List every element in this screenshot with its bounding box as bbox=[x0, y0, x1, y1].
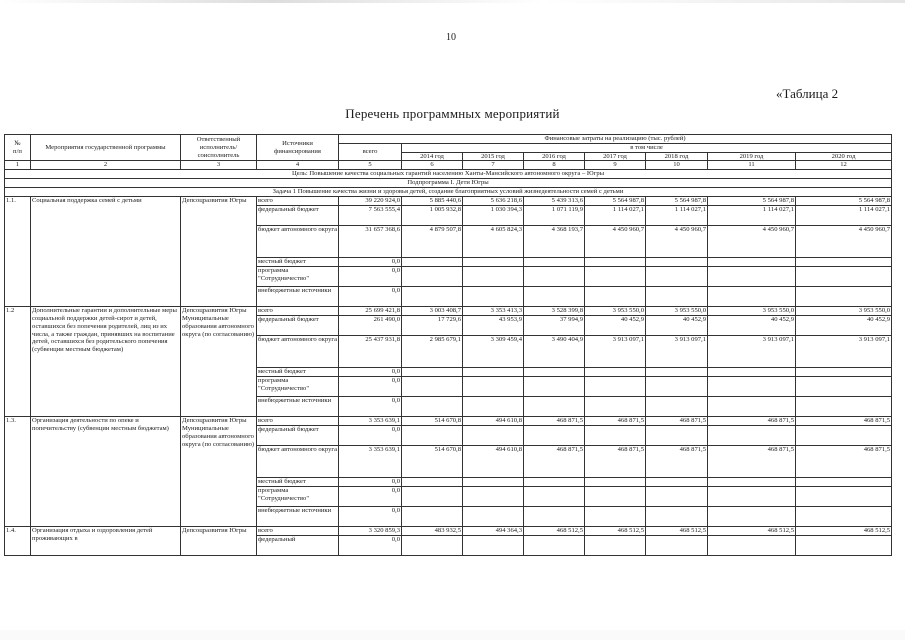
year-amount: 5 564 987,8 bbox=[796, 197, 892, 206]
year-amount: 468 871,5 bbox=[524, 417, 585, 426]
year-amount bbox=[402, 507, 463, 527]
funding-source: всего bbox=[257, 417, 339, 426]
funding-source: всего bbox=[257, 197, 339, 206]
total-amount: 39 220 924,0 bbox=[339, 197, 402, 206]
funding-source: внебюджетные источники bbox=[257, 397, 339, 417]
year-amount: 1 114 027,1 bbox=[646, 206, 708, 226]
funding-source: местный бюджет bbox=[257, 258, 339, 267]
funding-source: всего bbox=[257, 307, 339, 316]
year-amount bbox=[585, 258, 646, 267]
year-amount: 3 913 097,1 bbox=[646, 336, 708, 368]
table-label: «Таблица 2 bbox=[776, 86, 839, 101]
year-amount bbox=[524, 426, 585, 446]
year-amount bbox=[402, 426, 463, 446]
year-amount: 4 450 960,7 bbox=[796, 226, 892, 258]
year-amount bbox=[402, 536, 463, 556]
header-event: Мероприятия государственной программы bbox=[31, 135, 181, 161]
year-amount: 468 871,5 bbox=[524, 446, 585, 478]
total-amount: 0,0 bbox=[339, 258, 402, 267]
column-number: 1 bbox=[5, 161, 31, 170]
year-amount bbox=[646, 478, 708, 487]
header-year: 2018 год bbox=[646, 152, 708, 161]
year-amount bbox=[524, 258, 585, 267]
year-amount bbox=[463, 368, 524, 377]
scan-top-edge bbox=[0, 0, 905, 3]
year-amount bbox=[708, 536, 796, 556]
item-responsible: Депсоцразвития Югры bbox=[181, 527, 257, 556]
year-amount: 468 512,5 bbox=[585, 527, 646, 536]
year-amount: 468 512,5 bbox=[796, 527, 892, 536]
year-amount: 468 871,5 bbox=[796, 446, 892, 478]
year-amount: 468 871,5 bbox=[708, 417, 796, 426]
year-amount bbox=[585, 397, 646, 417]
year-amount bbox=[463, 397, 524, 417]
funding-source: бюджет автономного округа bbox=[257, 226, 339, 258]
year-amount bbox=[463, 536, 524, 556]
total-amount: 0,0 bbox=[339, 478, 402, 487]
total-amount: 0,0 bbox=[339, 426, 402, 446]
year-amount bbox=[796, 368, 892, 377]
funding-source: федеральный бюджет bbox=[257, 206, 339, 226]
year-amount: 1 114 027,1 bbox=[585, 206, 646, 226]
year-amount bbox=[585, 536, 646, 556]
scan-bottom-edge bbox=[0, 630, 905, 640]
total-amount: 25 437 931,8 bbox=[339, 336, 402, 368]
year-amount bbox=[646, 287, 708, 307]
item-number: 1.4. bbox=[5, 527, 31, 556]
year-amount bbox=[646, 536, 708, 556]
year-amount: 40 452,9 bbox=[796, 316, 892, 336]
year-amount: 1 030 394,3 bbox=[463, 206, 524, 226]
year-amount: 514 670,8 bbox=[402, 417, 463, 426]
year-amount: 40 452,9 bbox=[646, 316, 708, 336]
year-amount: 43 953,9 bbox=[463, 316, 524, 336]
total-amount: 0,0 bbox=[339, 397, 402, 417]
total-amount: 7 563 555,4 bbox=[339, 206, 402, 226]
year-amount bbox=[708, 258, 796, 267]
column-number: 12 bbox=[796, 161, 892, 170]
header-year: 2017 год bbox=[585, 152, 646, 161]
year-amount: 3 913 097,1 bbox=[708, 336, 796, 368]
year-amount: 1 071 119,9 bbox=[524, 206, 585, 226]
year-amount bbox=[524, 536, 585, 556]
header-responsible: Ответственный исполнитель/ соисполнитель bbox=[181, 135, 257, 161]
year-amount: 5 636 218,6 bbox=[463, 197, 524, 206]
header-number: № п/п bbox=[5, 135, 31, 161]
total-amount: 0,0 bbox=[339, 287, 402, 307]
item-responsible: Депсоцразвития Югры Муниципальные образования автономного округа (по согласованию) bbox=[181, 417, 257, 527]
year-amount: 2 985 679,1 bbox=[402, 336, 463, 368]
year-amount: 4 450 960,7 bbox=[646, 226, 708, 258]
year-amount bbox=[796, 487, 892, 507]
year-amount bbox=[646, 377, 708, 397]
funding-source: бюджет автономного округа bbox=[257, 336, 339, 368]
year-amount bbox=[524, 267, 585, 287]
year-amount bbox=[708, 287, 796, 307]
year-amount: 37 994,9 bbox=[524, 316, 585, 336]
year-amount bbox=[402, 368, 463, 377]
year-amount: 468 871,5 bbox=[796, 417, 892, 426]
column-number: 6 bbox=[402, 161, 463, 170]
year-amount bbox=[708, 377, 796, 397]
year-amount bbox=[708, 267, 796, 287]
year-amount bbox=[585, 267, 646, 287]
year-amount: 5 564 987,8 bbox=[646, 197, 708, 206]
year-amount: 3 490 404,9 bbox=[524, 336, 585, 368]
year-amount bbox=[708, 426, 796, 446]
task-row: Задача 1 Повышение качества жизни и здоровья детей, создание благоприятных условий жизнедеятельности семей с детьми bbox=[5, 188, 892, 197]
year-amount bbox=[585, 507, 646, 527]
year-amount bbox=[402, 487, 463, 507]
year-amount bbox=[708, 478, 796, 487]
year-amount: 4 450 960,7 bbox=[708, 226, 796, 258]
year-amount: 494 364,3 bbox=[463, 527, 524, 536]
year-amount bbox=[524, 487, 585, 507]
column-number: 7 bbox=[463, 161, 524, 170]
year-amount bbox=[585, 478, 646, 487]
total-amount: 25 699 421,8 bbox=[339, 307, 402, 316]
document-title: Перечень программных мероприятий bbox=[345, 106, 560, 121]
funding-source: федеральный бюджет bbox=[257, 316, 339, 336]
year-amount: 468 512,5 bbox=[708, 527, 796, 536]
column-number: 2 bbox=[31, 161, 181, 170]
table-row bbox=[5, 197, 892, 206]
funding-source: внебюджетные источники bbox=[257, 507, 339, 527]
year-amount bbox=[463, 287, 524, 307]
item-responsible: Депсоцразвития Югры Муниципальные образования автономного округа (по согласованию) bbox=[181, 307, 257, 417]
total-amount: 3 320 859,3 bbox=[339, 527, 402, 536]
year-amount bbox=[402, 377, 463, 397]
year-amount bbox=[463, 377, 524, 397]
column-number: 3 bbox=[181, 161, 257, 170]
column-number: 5 bbox=[339, 161, 402, 170]
year-amount bbox=[708, 507, 796, 527]
column-number: 9 bbox=[585, 161, 646, 170]
year-amount: 5 564 987,8 bbox=[585, 197, 646, 206]
year-amount bbox=[463, 426, 524, 446]
year-amount bbox=[708, 487, 796, 507]
item-event-name: Социальная поддержка семей с детьми bbox=[31, 197, 181, 307]
column-numbers-row bbox=[5, 161, 892, 170]
subprogram-row: Подпрограмма I. Дети Югры bbox=[5, 179, 892, 188]
year-amount: 3 353 413,3 bbox=[463, 307, 524, 316]
year-amount: 4 450 960,7 bbox=[585, 226, 646, 258]
year-amount bbox=[463, 267, 524, 287]
year-amount bbox=[402, 397, 463, 417]
year-amount bbox=[402, 258, 463, 267]
funding-source: федеральный бюджет bbox=[257, 426, 339, 446]
year-amount: 1 005 932,8 bbox=[402, 206, 463, 226]
year-amount bbox=[796, 287, 892, 307]
table-row bbox=[5, 527, 892, 536]
year-amount: 3 953 550,0 bbox=[585, 307, 646, 316]
column-number: 4 bbox=[257, 161, 339, 170]
year-amount: 40 452,9 bbox=[585, 316, 646, 336]
year-amount: 5 564 987,8 bbox=[708, 197, 796, 206]
year-amount: 468 871,5 bbox=[585, 446, 646, 478]
year-amount bbox=[524, 397, 585, 417]
header-year: 2015 год bbox=[463, 152, 524, 161]
year-amount bbox=[585, 487, 646, 507]
item-number: 1.3. bbox=[5, 417, 31, 527]
year-amount bbox=[585, 368, 646, 377]
page-number: 10 bbox=[446, 32, 456, 43]
item-event-name: Организация отдыха и оздоровления детей проживающих в bbox=[31, 527, 181, 556]
item-number: 1.1. bbox=[5, 197, 31, 307]
year-amount bbox=[796, 426, 892, 446]
year-amount: 3 953 550,0 bbox=[796, 307, 892, 316]
year-amount: 514 670,8 bbox=[402, 446, 463, 478]
program-events-table bbox=[4, 134, 892, 556]
total-amount: 0,0 bbox=[339, 368, 402, 377]
header-sources: Источники финансирования bbox=[257, 135, 339, 161]
year-amount bbox=[463, 487, 524, 507]
year-amount: 468 871,5 bbox=[708, 446, 796, 478]
year-amount bbox=[402, 478, 463, 487]
year-amount: 483 932,5 bbox=[402, 527, 463, 536]
column-number: 8 bbox=[524, 161, 585, 170]
year-amount bbox=[463, 258, 524, 267]
year-amount bbox=[463, 507, 524, 527]
year-amount: 4 368 193,7 bbox=[524, 226, 585, 258]
year-amount bbox=[796, 507, 892, 527]
header-year: 2020 год bbox=[796, 152, 892, 161]
year-amount: 3 913 097,1 bbox=[585, 336, 646, 368]
year-amount bbox=[463, 478, 524, 487]
year-amount bbox=[585, 426, 646, 446]
year-amount bbox=[796, 267, 892, 287]
year-amount bbox=[524, 287, 585, 307]
funding-source: федеральный bbox=[257, 536, 339, 556]
year-amount: 4 605 824,3 bbox=[463, 226, 524, 258]
year-amount bbox=[402, 267, 463, 287]
total-amount: 3 353 639,1 bbox=[339, 417, 402, 426]
funding-source: внебюджетные источники bbox=[257, 287, 339, 307]
year-amount bbox=[646, 267, 708, 287]
year-amount: 3 953 550,0 bbox=[708, 307, 796, 316]
year-amount bbox=[646, 487, 708, 507]
header-including: в том числе bbox=[402, 143, 892, 152]
year-amount: 3 953 550,0 bbox=[646, 307, 708, 316]
year-amount bbox=[524, 377, 585, 397]
year-amount: 5 439 313,6 bbox=[524, 197, 585, 206]
year-amount: 468 512,5 bbox=[646, 527, 708, 536]
item-responsible: Депсоцразвития Югры bbox=[181, 197, 257, 307]
item-number: 1.2 bbox=[5, 307, 31, 417]
funding-source: программа "Сотрудничество" bbox=[257, 487, 339, 507]
item-event-name: Организация деятельности по опеке и попечительству (субвенции местным бюджетам) bbox=[31, 417, 181, 527]
item-event-name: Дополнительные гарантии и дополнительные меры социальной поддержки детей-сирот и детей, оставшихся без попечения родителей, лиц из их числа, а также граждан, принявших на воспитание детей, оставшихся без родительского попечения (субвенции местным бюджетам) bbox=[31, 307, 181, 417]
year-amount: 468 512,5 bbox=[524, 527, 585, 536]
year-amount: 468 871,5 bbox=[646, 446, 708, 478]
year-amount: 4 879 507,8 bbox=[402, 226, 463, 258]
year-amount bbox=[585, 377, 646, 397]
total-amount: 0,0 bbox=[339, 267, 402, 287]
total-amount: 0,0 bbox=[339, 377, 402, 397]
total-amount: 31 657 368,6 bbox=[339, 226, 402, 258]
year-amount bbox=[585, 287, 646, 307]
year-amount bbox=[646, 397, 708, 417]
total-amount: 0,0 bbox=[339, 536, 402, 556]
header-financial: Финансовые затраты на реализацию (тыс. рублей) bbox=[339, 135, 892, 144]
header-total: всего bbox=[339, 143, 402, 161]
year-amount: 3 913 097,1 bbox=[796, 336, 892, 368]
column-number: 11 bbox=[708, 161, 796, 170]
total-amount: 0,0 bbox=[339, 487, 402, 507]
year-amount: 3 528 399,8 bbox=[524, 307, 585, 316]
header-year: 2016 год bbox=[524, 152, 585, 161]
header-year: 2014 год bbox=[402, 152, 463, 161]
year-amount bbox=[524, 368, 585, 377]
year-amount bbox=[708, 397, 796, 417]
total-amount: 0,0 bbox=[339, 507, 402, 527]
total-amount: 3 353 639,1 bbox=[339, 446, 402, 478]
year-amount bbox=[646, 507, 708, 527]
table-row bbox=[5, 417, 892, 426]
year-amount bbox=[796, 478, 892, 487]
year-amount: 468 871,5 bbox=[585, 417, 646, 426]
year-amount: 468 871,5 bbox=[646, 417, 708, 426]
year-amount: 5 885 440,6 bbox=[402, 197, 463, 206]
year-amount: 3 003 408,7 bbox=[402, 307, 463, 316]
total-amount: 261 490,0 bbox=[339, 316, 402, 336]
table-row bbox=[5, 307, 892, 316]
year-amount bbox=[646, 426, 708, 446]
year-amount bbox=[402, 287, 463, 307]
year-amount bbox=[796, 397, 892, 417]
year-amount: 1 114 027,1 bbox=[796, 206, 892, 226]
year-amount: 17 729,6 bbox=[402, 316, 463, 336]
year-amount bbox=[796, 536, 892, 556]
funding-source: программа "Сотрудничество" bbox=[257, 267, 339, 287]
year-amount bbox=[646, 258, 708, 267]
funding-source: местный бюджет bbox=[257, 368, 339, 377]
year-amount bbox=[796, 258, 892, 267]
year-amount: 3 309 459,4 bbox=[463, 336, 524, 368]
year-amount bbox=[524, 507, 585, 527]
funding-source: местный бюджет bbox=[257, 478, 339, 487]
funding-source: программа "Сотрудничество" bbox=[257, 377, 339, 397]
funding-source: всего bbox=[257, 527, 339, 536]
year-amount: 494 610,8 bbox=[463, 417, 524, 426]
funding-source: бюджет автономного округа bbox=[257, 446, 339, 478]
year-amount bbox=[796, 377, 892, 397]
year-amount bbox=[708, 368, 796, 377]
goal-row: Цель: Повышение качества социальных гарантий населению Ханты-Мансийского автономного округа – Югры bbox=[5, 170, 892, 179]
column-number: 10 bbox=[646, 161, 708, 170]
year-amount bbox=[524, 478, 585, 487]
year-amount: 1 114 027,1 bbox=[708, 206, 796, 226]
year-amount: 40 452,9 bbox=[708, 316, 796, 336]
header-year: 2019 год bbox=[708, 152, 796, 161]
year-amount bbox=[646, 368, 708, 377]
year-amount: 494 610,8 bbox=[463, 446, 524, 478]
